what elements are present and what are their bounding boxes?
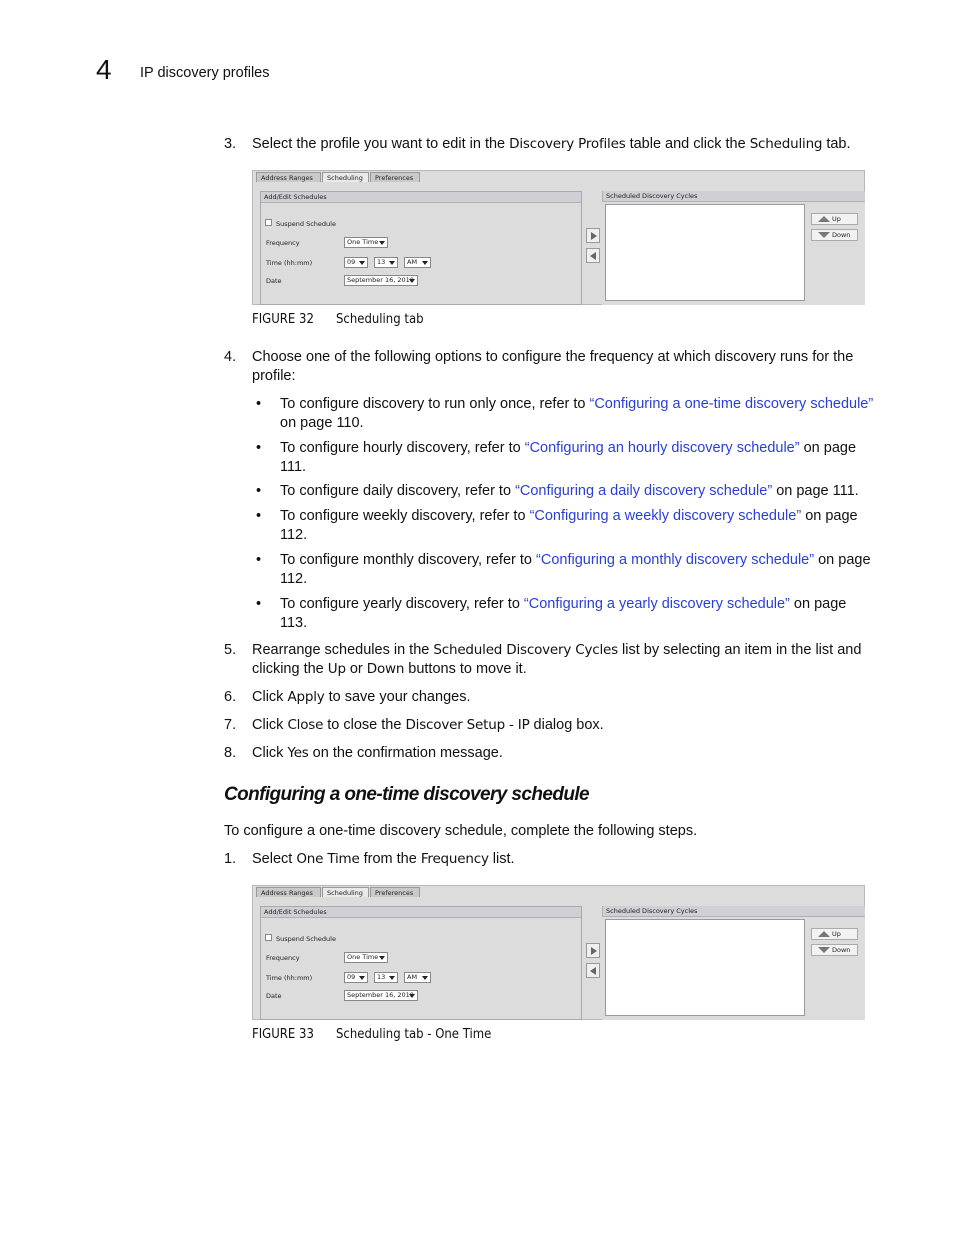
chevron-down-icon bbox=[359, 261, 365, 265]
chevron-down-icon bbox=[409, 994, 415, 998]
step-number: 1. bbox=[224, 851, 237, 867]
suspend-schedule-label: Suspend Schedule bbox=[276, 935, 336, 943]
suspend-schedule-label: Suspend Schedule bbox=[276, 220, 336, 228]
group-title: Add/Edit Schedules bbox=[261, 192, 581, 203]
tab-preferences[interactable]: Preferences bbox=[370, 887, 420, 897]
arrow-right-icon bbox=[591, 947, 597, 955]
add-edit-schedules-group bbox=[260, 191, 582, 305]
frequency-label: Frequency bbox=[266, 954, 300, 962]
ui-term: Down bbox=[366, 661, 405, 677]
add-to-list-button[interactable] bbox=[586, 943, 600, 958]
arrow-up-icon bbox=[818, 931, 830, 937]
bullet-item: • To configure daily discovery, refer to “Configuring a daily discovery schedule” on page 111. bbox=[256, 483, 859, 499]
tab-scheduling[interactable]: Scheduling bbox=[322, 887, 369, 897]
ampm-select[interactable]: AM bbox=[404, 257, 431, 268]
section-intro: To configure a one-time discovery schedule, complete the following steps. bbox=[224, 823, 698, 839]
chevron-down-icon bbox=[409, 279, 415, 283]
ui-term: Frequency bbox=[420, 851, 489, 867]
tab-scheduling[interactable]: Scheduling bbox=[322, 172, 369, 182]
step-7: 7. Click Close to close the Discover Setup - IP dialog box. bbox=[224, 717, 604, 733]
tab-address-ranges[interactable]: Address Ranges bbox=[256, 172, 321, 182]
figure-label: FIGURE 32 bbox=[252, 312, 314, 327]
figure-caption bbox=[252, 1027, 491, 1042]
up-button[interactable]: Up bbox=[811, 928, 858, 940]
tab-preferences[interactable]: Preferences bbox=[370, 172, 420, 182]
frequency-select[interactable]: One Time bbox=[344, 952, 388, 963]
scheduling-tab-one-time-screenshot bbox=[252, 885, 865, 1020]
step-8: 8. Click Yes on the confirmation message. bbox=[224, 745, 503, 761]
group-title: Scheduled Discovery Cycles bbox=[602, 191, 865, 202]
figure-caption bbox=[252, 312, 424, 327]
ui-term: One Time bbox=[296, 851, 360, 867]
step-6: 6. Click Apply to save your changes. bbox=[224, 689, 471, 705]
ui-term: Scheduling bbox=[749, 136, 823, 152]
bullet-item: • To configure hourly discovery, refer to “Configuring an hourly discovery schedule” on page 111. bbox=[256, 440, 857, 475]
step-number: 7. bbox=[224, 717, 237, 733]
date-picker[interactable]: September 16, 2010 bbox=[344, 990, 418, 1001]
link[interactable]: “Configuring a weekly discovery schedule” bbox=[529, 508, 802, 524]
link[interactable]: “Configuring a monthly discovery schedule” bbox=[536, 552, 815, 568]
scheduled-cycles-list[interactable] bbox=[605, 919, 805, 1016]
tab-bar bbox=[256, 172, 421, 182]
chevron-down-icon bbox=[389, 261, 395, 265]
ui-term: Yes bbox=[287, 745, 309, 761]
chapter-number: 4 bbox=[96, 54, 112, 85]
chevron-down-icon bbox=[422, 976, 428, 980]
figure-label: FIGURE 33 bbox=[252, 1027, 314, 1042]
figure-title: Scheduling tab bbox=[336, 312, 424, 327]
date-label: Date bbox=[266, 992, 282, 1000]
step-number: 6. bbox=[224, 689, 237, 705]
scheduled-cycles-list[interactable] bbox=[605, 204, 805, 301]
ui-term: Up bbox=[327, 661, 346, 677]
down-button[interactable]: Down bbox=[811, 944, 858, 956]
ui-term: Close bbox=[287, 717, 324, 733]
hour-select[interactable]: 09 bbox=[344, 972, 368, 983]
frequency-label: Frequency bbox=[266, 239, 300, 247]
hour-select[interactable]: 09 bbox=[344, 257, 368, 268]
bullet-item: • To configure monthly discovery, refer to “Configuring a monthly discovery schedule” on page 112. bbox=[256, 552, 871, 587]
remove-from-list-button[interactable] bbox=[586, 248, 600, 263]
time-label: Time (hh:mm) bbox=[266, 974, 313, 982]
link[interactable]: “Configuring a one-time discovery schedule” bbox=[589, 396, 874, 412]
tab-address-ranges[interactable]: Address Ranges bbox=[256, 887, 321, 897]
date-picker[interactable]: September 16, 2010 bbox=[344, 275, 418, 286]
chevron-down-icon bbox=[389, 976, 395, 980]
group-title: Add/Edit Schedules bbox=[261, 907, 581, 918]
step-3: 3. Select the profile you want to edit in the Discovery Profiles table and click the Scheduling tab. bbox=[224, 136, 851, 152]
arrow-left-icon bbox=[590, 967, 596, 975]
chevron-down-icon bbox=[422, 261, 428, 265]
suspend-schedule-checkbox[interactable] bbox=[265, 219, 272, 226]
minute-select[interactable]: 13 bbox=[374, 257, 398, 268]
arrow-left-icon bbox=[590, 252, 596, 260]
minute-select[interactable]: 13 bbox=[374, 972, 398, 983]
up-button[interactable]: Up bbox=[811, 213, 858, 225]
arrow-down-icon bbox=[818, 232, 830, 238]
ampm-select[interactable]: AM bbox=[404, 972, 431, 983]
bullet-item: • To configure weekly discovery, refer to “Configuring a weekly discovery schedule” on page 112. bbox=[256, 508, 858, 543]
chevron-down-icon bbox=[359, 976, 365, 980]
figure-title: Scheduling tab - One Time bbox=[336, 1027, 492, 1042]
remove-from-list-button[interactable] bbox=[586, 963, 600, 978]
bullet-item: • To configure discovery to run only once, refer to “Configuring a one-time discovery schedule” on page 110. bbox=[256, 396, 874, 431]
link[interactable]: “Configuring a daily discovery schedule” bbox=[515, 483, 773, 499]
section-heading: Configuring a one-time discovery schedule bbox=[224, 784, 589, 805]
add-to-list-button[interactable] bbox=[586, 228, 600, 243]
step-number: 5. bbox=[224, 642, 237, 658]
bullet-item: • To configure yearly discovery, refer to “Configuring a yearly discovery schedule” on page 113. bbox=[256, 596, 847, 631]
add-edit-schedules-group bbox=[260, 906, 582, 1020]
arrow-up-icon bbox=[818, 216, 830, 222]
ui-term: Discover Setup - IP bbox=[405, 717, 530, 733]
time-label: Time (hh:mm) bbox=[266, 259, 313, 267]
chapter-title: IP discovery profiles bbox=[140, 65, 270, 81]
ui-term: Apply bbox=[287, 689, 325, 705]
scheduling-tab-screenshot bbox=[252, 170, 865, 305]
step-1: 1. Select One Time from the Frequency list. bbox=[224, 851, 515, 867]
step-number: 4. bbox=[224, 349, 237, 365]
step-number: 8. bbox=[224, 745, 237, 761]
down-button[interactable]: Down bbox=[811, 229, 858, 241]
chevron-down-icon bbox=[379, 956, 385, 960]
arrow-right-icon bbox=[591, 232, 597, 240]
date-label: Date bbox=[266, 277, 282, 285]
suspend-schedule-checkbox[interactable] bbox=[265, 934, 272, 941]
group-title: Scheduled Discovery Cycles bbox=[602, 906, 865, 917]
step-5: 5. Rearrange schedules in the Scheduled Discovery Cycles list by selecting an item in the list and clicking the Up or Down buttons to move it. bbox=[224, 642, 862, 677]
ui-term: Scheduled Discovery Cycles bbox=[433, 642, 618, 658]
step-4: 4. Choose one of the following options to configure the frequency at which discovery runs for the profile: bbox=[224, 349, 854, 384]
step-number: 3. bbox=[224, 136, 237, 152]
tab-bar bbox=[256, 887, 421, 897]
link[interactable]: “Configuring an hourly discovery schedule” bbox=[524, 440, 800, 456]
frequency-select[interactable]: One Time bbox=[344, 237, 388, 248]
link[interactable]: “Configuring a yearly discovery schedule” bbox=[523, 596, 790, 612]
chevron-down-icon bbox=[379, 241, 385, 245]
arrow-down-icon bbox=[818, 947, 830, 953]
ui-term: Discovery Profiles bbox=[509, 136, 626, 152]
